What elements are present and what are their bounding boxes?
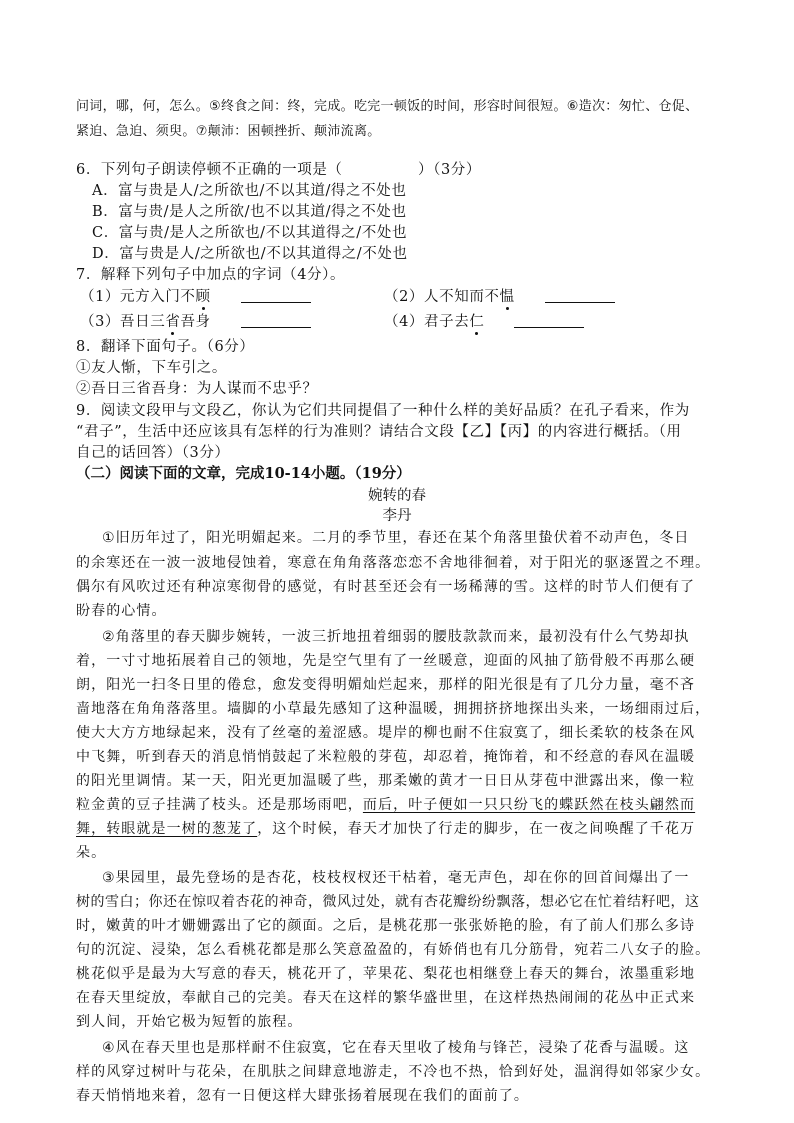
paragraph-line: 盼春的心情。 — [76, 603, 167, 619]
paragraph-line: 在春天里绽放，奉献自己的完美。春天在这样的繁华盛世里，在这样热热闹闹的花丛中正式来 — [76, 990, 696, 1006]
annotation-line: 紧迫、急迫、须臾。⑦颠沛：困顿挫折、颠沛流离。 — [76, 124, 381, 139]
question-9-line: 9．阅读文段甲与文段乙，你认为它们共同提倡了一种什么样的美好品质？在孔子看来，作为 — [76, 403, 690, 419]
paragraph-line: 时，嫩黄的叶才姗姗露出了它的颜面。之后，是桃花那一张张娇艳的脸，有了前人们那么多诗 — [76, 918, 696, 934]
paragraph-text: 粒金黄的豆子挂满了枝头。还是那场雨吧， — [76, 797, 363, 813]
answer-blank[interactable] — [241, 313, 311, 328]
question-8-sentence-2: ②吾日三省吾身：为人谋而不忠乎？ — [76, 381, 318, 397]
paragraph-line: ②角落里的春天脚步婉转，一波三折地扭着细弱的腰肢款款而来，最初没有什么气势却执 — [102, 629, 690, 645]
paragraph-line: ③果园里，最先登场的是杏花，枝枝杈杈还干枯着，毫无声色，却在你的回首间爆出了一 — [102, 870, 690, 886]
paragraph-line: 着，一寸寸地拓展着自己的领地，先是空气里有了一丝暖意，迎面的风抽了筋骨般不再那么硬 — [76, 653, 696, 669]
dotted-character: 愠 — [499, 289, 515, 305]
paragraph-line: 句的沉淀、浸染，怎么看桃花都是那么笑意盈盈的，有娇俏也有几分筋骨，宛若二八女子的脸。 — [76, 942, 711, 958]
annotation-line: 问词，哪，何，怎么。⑤终食之间：终，完成。吃完一顿饭的时间，形容时间很短。⑥造次：匆忙、仓促、 — [76, 99, 699, 114]
paragraph-line — [76, 795, 695, 815]
paragraph-line: 朵。 — [76, 845, 107, 861]
question-7-item-3 — [80, 312, 311, 332]
paragraph-line: 到人间，开始它极为短暂的旅程。 — [76, 1014, 303, 1030]
item-text: （2）人不知而不 — [384, 289, 500, 305]
question-7-item-4 — [384, 312, 584, 332]
section-heading: （二）阅读下面的文章，完成10-14小题。（19分） — [76, 465, 411, 482]
dotted-character: 仁 — [469, 314, 485, 330]
paragraph-line: 啬地落在角角落落里。墙脚的小草最先感知了这种温暖，拥拥挤挤地探出头来，一场细雨过后， — [76, 701, 711, 717]
paragraph-line: 桃花似乎是最为大写意的春天，桃花开了，苹果花、梨花也相继登上春天的舞台，浓墨重彩地 — [76, 966, 696, 982]
paragraph-line: 样的风穿过树叶与花朵，在肌肤之间肆意地游走，不冷也不热，恰到好处，温润得如邻家少女。 — [76, 1064, 711, 1080]
question-6-stem: 6．下列句子朗读停顿不正确的一项是（ ）（3分） — [76, 162, 481, 178]
paragraph-line: 使大大方方地绿起来，没有了丝毫的羞涩感。堤岸的柳也耐不住寂寞了，细长柔软的枝条在风 — [76, 725, 696, 741]
paragraph-line: 中飞舞，听到春天的消息悄悄鼓起了米粒般的芽苞，却忍着，掩饰着，和不经意的春风在温暖 — [76, 749, 696, 765]
paragraph-line: 朗，阳光一扫冬日里的倦怠，愈发变得明媚灿烂起来，那样的阳光很是有了几分力量，毫不吝 — [76, 677, 696, 693]
item-text: （3）吾日三 — [80, 314, 166, 330]
question-7-stem: 7．解释下列句子中加点的字词（4分）。 — [76, 267, 346, 283]
paragraph-line: 树的雪白；你还在惊叹着杏花的神奇，微风过处，就有杏花瓣纷纷飘落，想必它在忙着结籽吧，这 — [76, 894, 700, 910]
dotted-character: 顾 — [195, 289, 211, 305]
question-6-option-d: D．富与贵是人/之所欲也/不以其道得之/不处也 — [92, 246, 408, 262]
item-text: 吾身 — [180, 314, 211, 330]
paragraph-line: ①旧历年过了，阳光明媚起来。二月的季节里，春还在某个角落里蛰伏着不动声色，冬日 — [102, 530, 690, 546]
underlined-sentence: 舞，转眼就是一树的葱茏了 — [76, 821, 258, 837]
paragraph-line — [76, 819, 695, 839]
question-6-option-c: C．富与贵/是人之所欲也/不以其道得之/不处也 — [92, 225, 408, 241]
question-7-item-2 — [384, 287, 615, 307]
question-7-item-1 — [80, 287, 311, 307]
paragraph-line: 的余寒还在一波一波地侵蚀着，寒意在角角落落恋恋不舍地徘徊着，对于阳光的驱逐置之不理。 — [76, 555, 711, 571]
question-9-line: “君子”，生活中还应该具有怎样的行为准则？请结合文段【乙】【丙】的内容进行概括。（用 — [76, 424, 682, 440]
dotted-character: 省 — [165, 314, 181, 330]
answer-blank[interactable] — [241, 288, 311, 303]
question-6-option-b: B．富与贵/是人之所欲/也不以其道/得之不处也 — [92, 204, 407, 220]
answer-blank[interactable] — [514, 313, 584, 328]
question-9-line: 自己的话回答）（3分） — [76, 445, 230, 461]
question-6-option-a: A．富与贵是人/之所欲也/不以其道/得之不处也 — [92, 183, 407, 199]
answer-blank[interactable] — [545, 288, 615, 303]
article-title: 婉转的春 — [368, 488, 426, 504]
item-text: （1）元方入门不 — [80, 289, 196, 305]
paragraph-text: ，这个时候，春天才加快了行走的脚步，在一夜之间唤醒了千花万 — [257, 821, 696, 837]
paragraph-line: 春天悄悄地来着，忽有一日便这样大肆张扬着展现在我们的面前了。 — [76, 1088, 529, 1104]
paragraph-line: 的阳光里调情。某一天，阳光更加温暖了些，那柔嫩的黄才一日日从芽苞中泄露出来，像一粒 — [76, 773, 696, 789]
question-8-stem: 8．翻译下面句子。（6分） — [76, 339, 255, 355]
paragraph-line: ④风在春天里也是那样耐不住寂寞，它在春天里收了棱角与锋芒，浸染了花香与温暖。这 — [102, 1040, 690, 1056]
underlined-sentence: 而后，叶子便如一只只纷飞的蝶跃然在枝头翩然而 — [362, 797, 696, 813]
question-8-sentence-1: ①友人惭，下车引之。 — [76, 360, 227, 376]
paragraph-line: 偶尔有风吹过还有种凉寒彻骨的感觉，有时甚至还会有一场稀薄的雪。这样的时节人们便有了 — [76, 579, 696, 595]
item-text: （4）君子去 — [384, 314, 470, 330]
article-author: 李丹 — [382, 508, 412, 524]
